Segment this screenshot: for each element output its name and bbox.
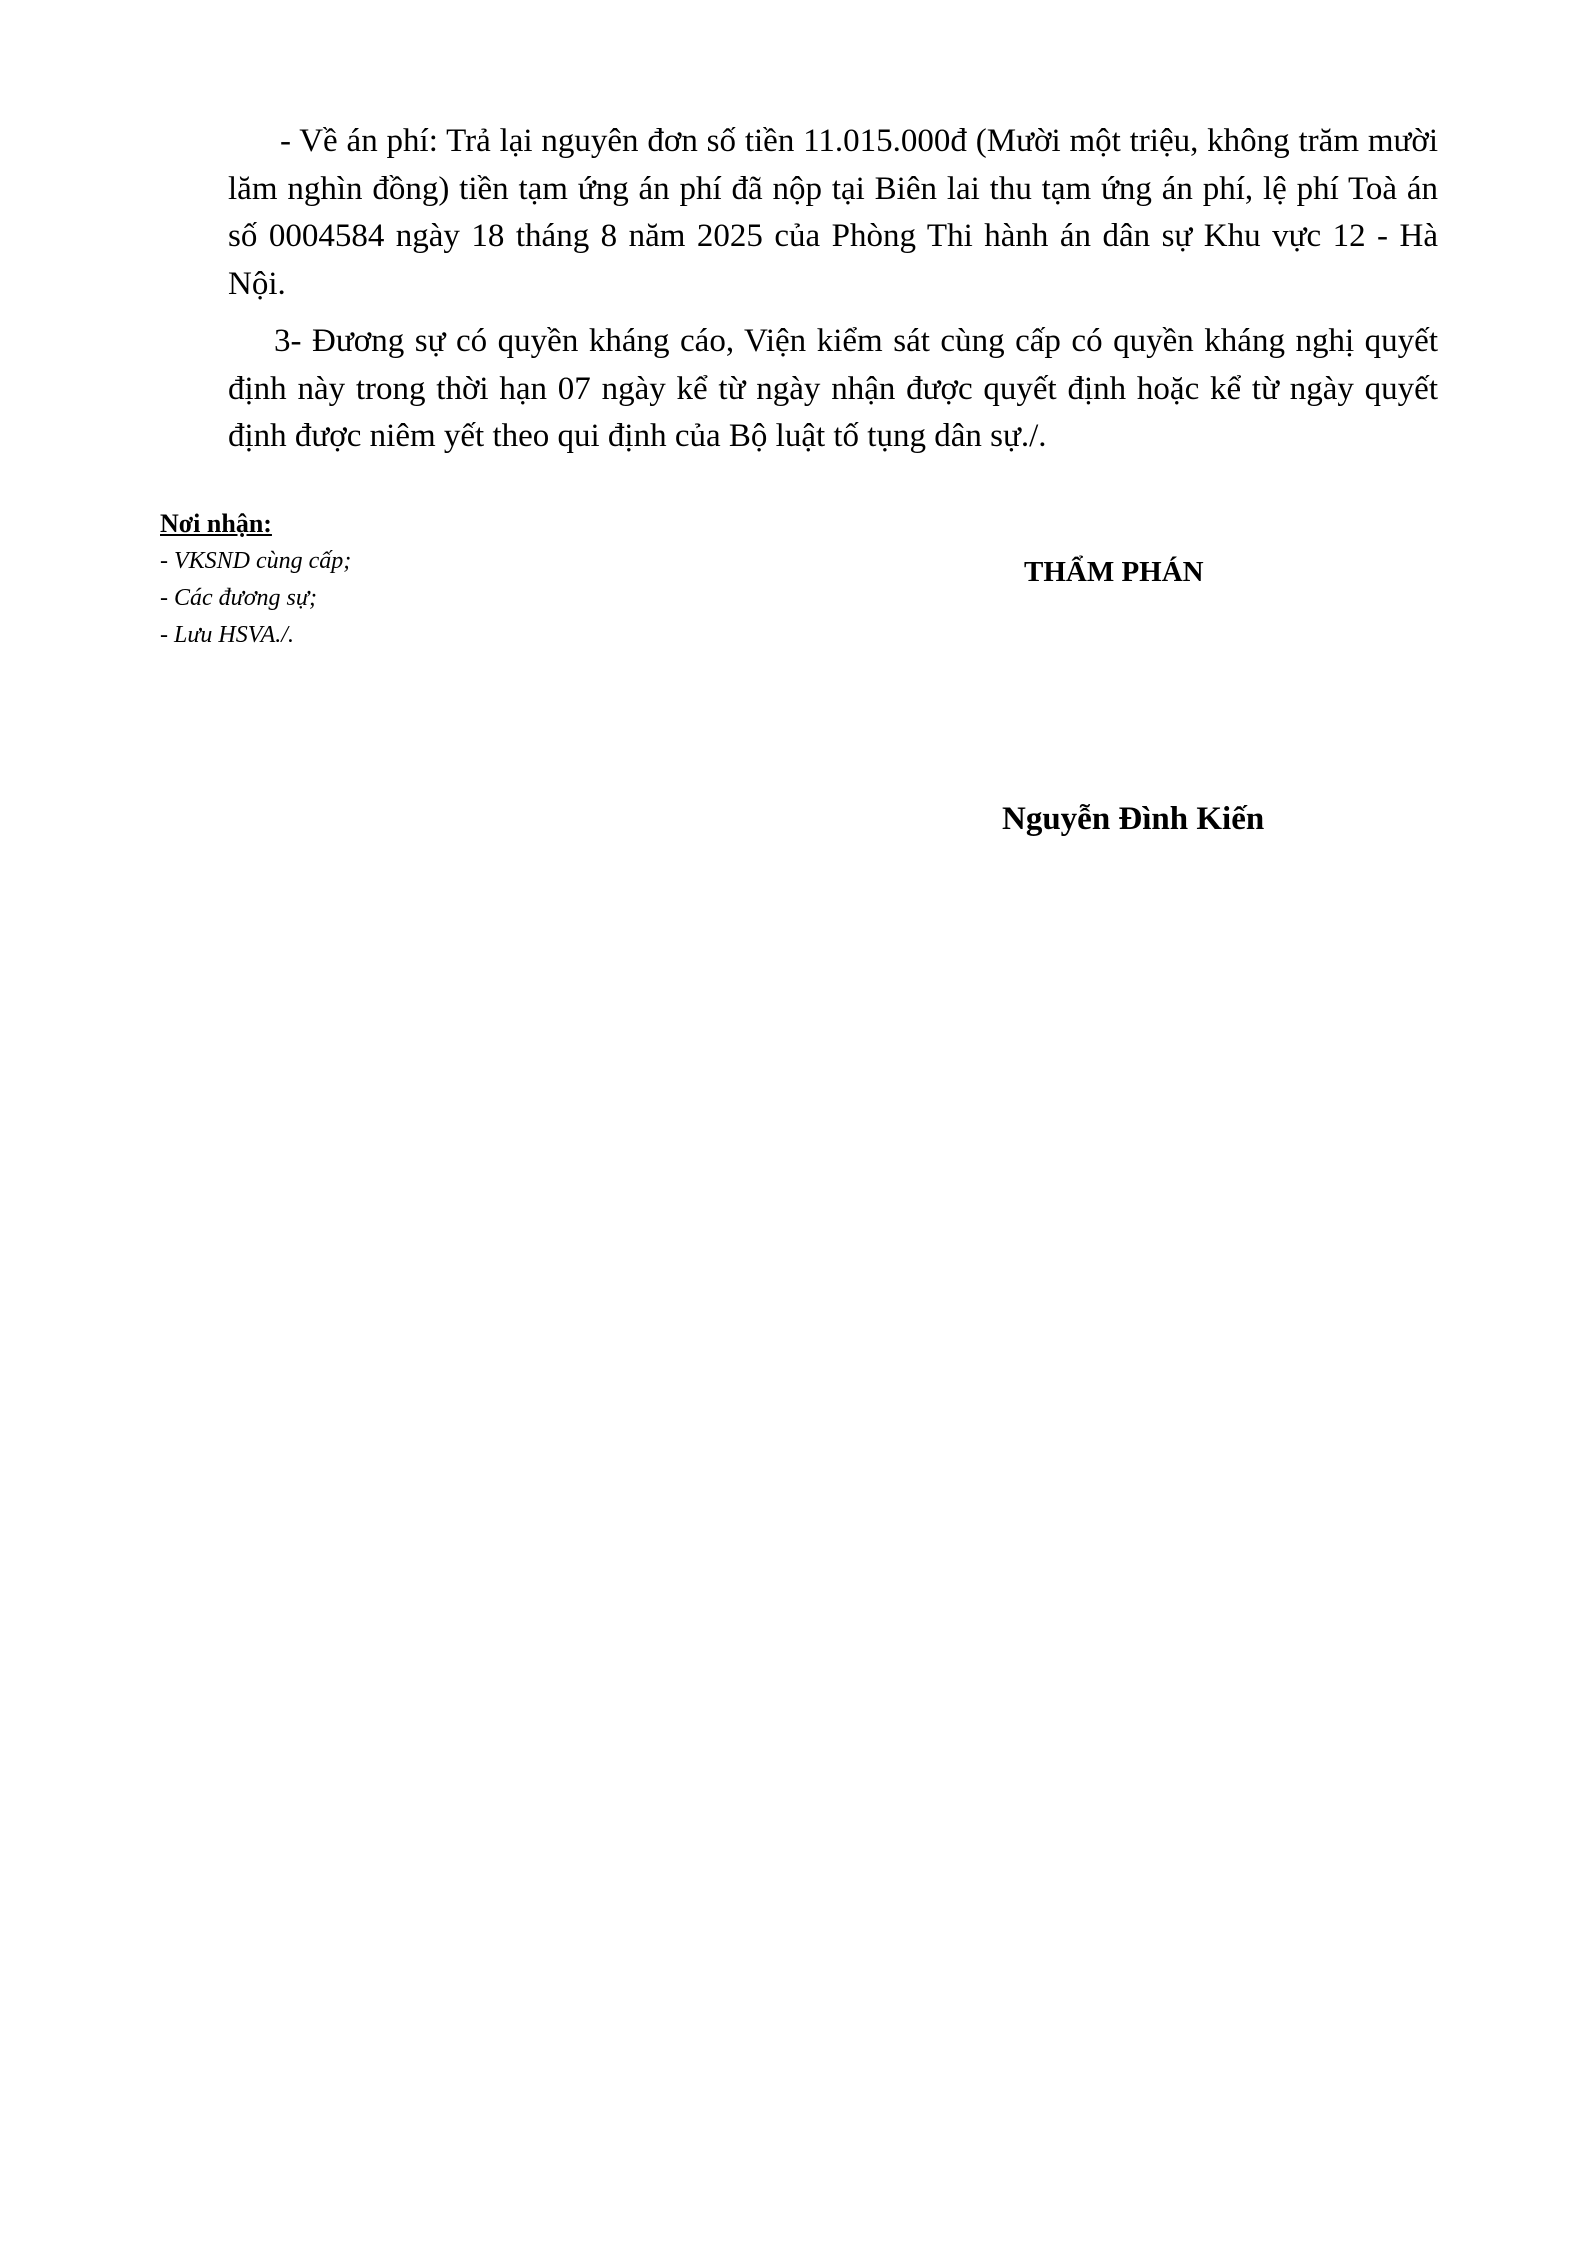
recipients-block: [160, 508, 680, 654]
signer-name: Nguyễn Đình Kiến: [1002, 801, 1265, 837]
recipient-item: - VKSND cùng cấp;: [160, 548, 352, 574]
signer-title: THẨM PHÁN: [1024, 556, 1204, 588]
recipients-list: [160, 543, 680, 654]
appeal-rights-paragraph: 3- Đương sự có quyền kháng cáo, Viện kiểm sát cùng cấp có quyền kháng nghị quyết định này trong thời hạn 07 ngày kể từ ngày nhận được quyết định hoặc kể từ ngày quyết định được niêm yết theo qui định của Bộ luật tố tụng dân sự./.: [228, 323, 1438, 454]
recipient-item: - Các đương sự;: [160, 585, 317, 611]
recipients-title: Nơi nhận:: [160, 509, 272, 538]
recipient-item: - Lưu HSVA./.: [160, 622, 294, 648]
court-fee-paragraph: - Về án phí: Trả lại nguyên đơn số tiền 11.015.000đ (Mười một triệu, không trăm mười lăm nghìn đồng) tiền tạm ứng án phí đã nộp tại Biên lai thu tạm ứng án phí, lệ phí Toà án số 0004584 ngày 18 tháng 8 năm 2025 của Phòng Thi hành án dân sự Khu vực 12 - Hà Nội.: [228, 123, 1438, 302]
